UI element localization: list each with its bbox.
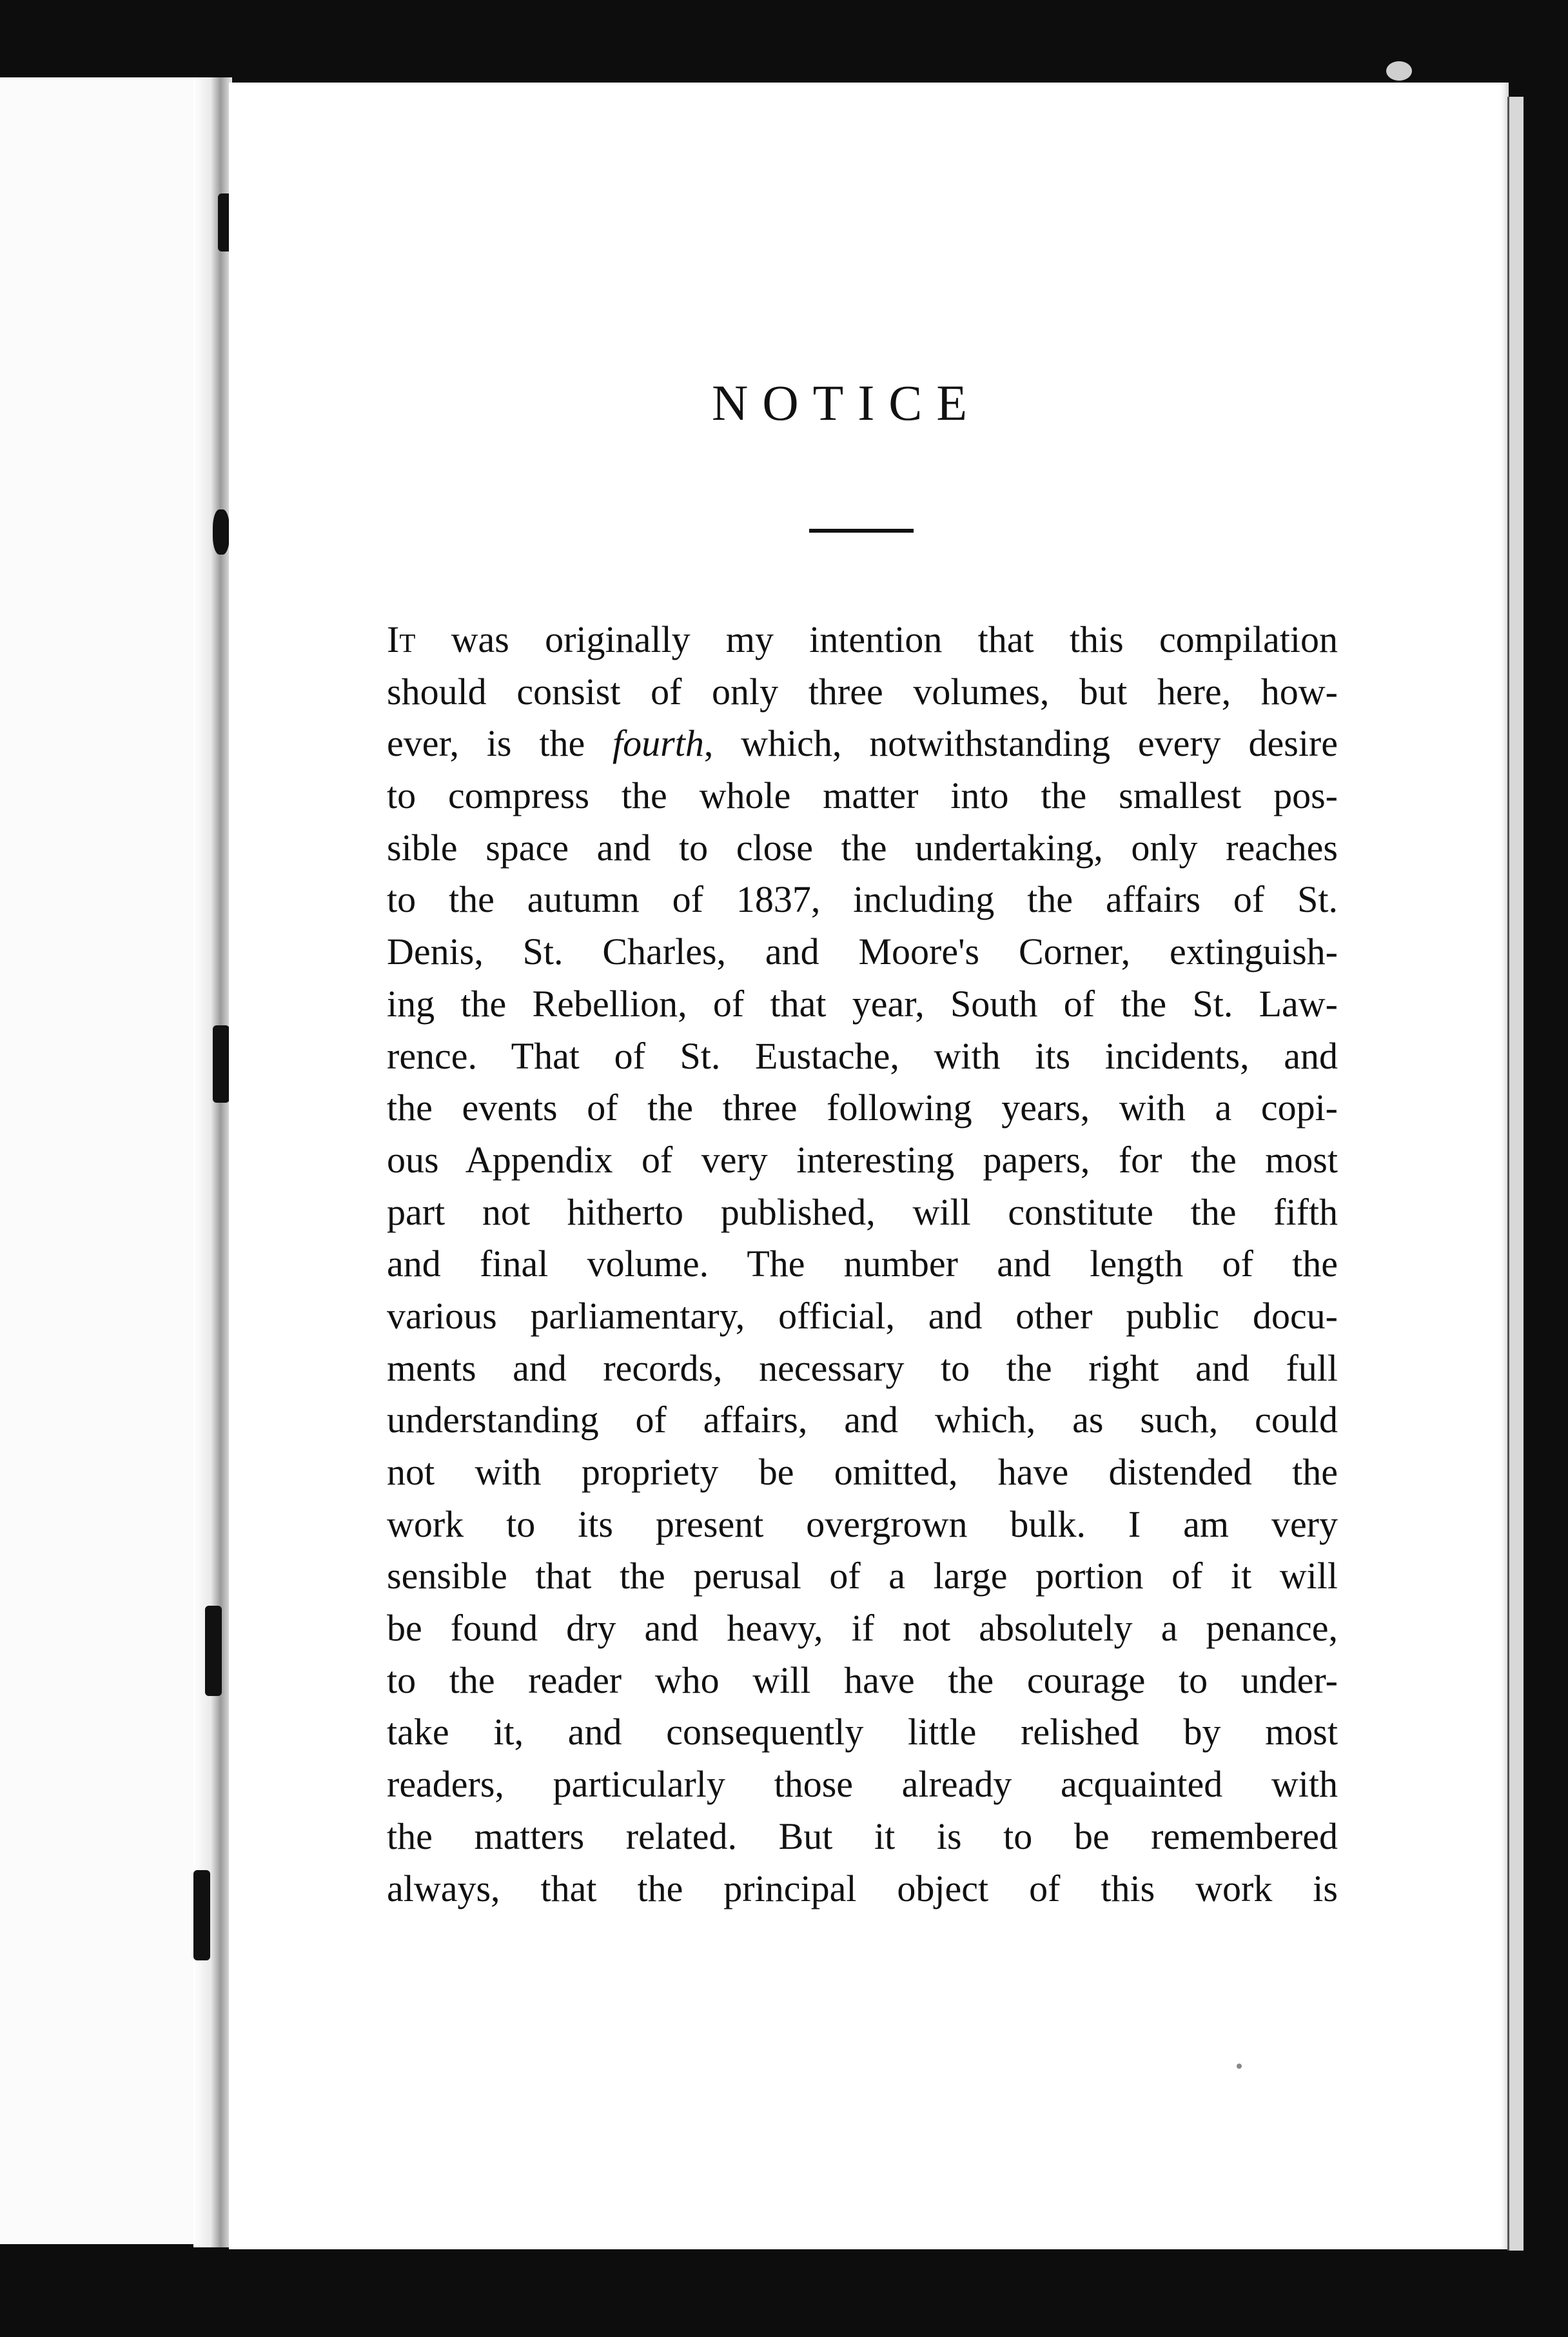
text-line: the events of the three following years, with a copi- bbox=[387, 1087, 1338, 1129]
text-line: to compress the whole matter into the smallest pos- bbox=[387, 774, 1338, 817]
text-line: work to its present overgrown bulk. I am very bbox=[387, 1503, 1338, 1545]
paper-tear bbox=[1386, 61, 1412, 81]
text-line: ing the Rebellion, of that year, South of the St. Law- bbox=[387, 982, 1338, 1025]
page-heading: NOTICE bbox=[712, 375, 981, 431]
binding-stitch bbox=[213, 509, 230, 555]
text-line: Denis, St. Charles, and Moore's Corner, extinguish- bbox=[387, 931, 1338, 973]
text-line: ments and records, necessary to the right and full bbox=[387, 1346, 1338, 1389]
text-line: to the reader who will have the courage to under- bbox=[387, 1659, 1338, 1701]
text-line: understanding of affairs, and which, as such, could bbox=[387, 1399, 1338, 1441]
text-line: be found dry and heavy, if not absolutely a penance, bbox=[387, 1607, 1338, 1650]
text-line: various parliamentary, official, and other public docu- bbox=[387, 1294, 1338, 1337]
text-line: and final volume. The number and length of the bbox=[387, 1243, 1338, 1285]
text-line: part not hitherto published, will constitute the fifth bbox=[387, 1190, 1338, 1233]
italic-emphasis: fourth bbox=[612, 722, 704, 765]
binding-stitch bbox=[205, 1606, 222, 1696]
text-line: sensible that the perusal of a large portion of it will bbox=[387, 1555, 1338, 1597]
text-line: ever, is the fourth, which, notwithstanding every desire bbox=[387, 722, 1338, 765]
text-line: the matters related. But it is to be remembered bbox=[387, 1815, 1338, 1857]
text-line: rence. That of St. Eustache, with its incidents, and bbox=[387, 1034, 1338, 1077]
binding-stitch bbox=[193, 1870, 210, 1960]
opening-smallcaps: It bbox=[387, 618, 416, 660]
text-line: take it, and consequently little relished by most bbox=[387, 1711, 1338, 1753]
notice-body bbox=[387, 614, 1338, 1915]
text-line: ous Appendix of very interesting papers, for the most bbox=[387, 1138, 1338, 1181]
text-line: always, that the principal object of this work is bbox=[387, 1867, 1338, 1909]
binding-stitch bbox=[213, 1025, 230, 1103]
text-line: It was originally my intention that this compilation bbox=[387, 618, 1338, 660]
text-line: sible space and to close the undertaking, only reaches bbox=[387, 826, 1338, 869]
paper-speck bbox=[1237, 2064, 1242, 2069]
text-line: readers, particularly those already acquainted with bbox=[387, 1763, 1338, 1806]
text-line: not with propriety be omitted, have distended the bbox=[387, 1451, 1338, 1493]
text-line: should consist of only three volumes, but here, how- bbox=[387, 670, 1338, 713]
heading-rule bbox=[809, 529, 914, 533]
text-line: to the autumn of 1837, including the affairs of St. bbox=[387, 878, 1338, 921]
